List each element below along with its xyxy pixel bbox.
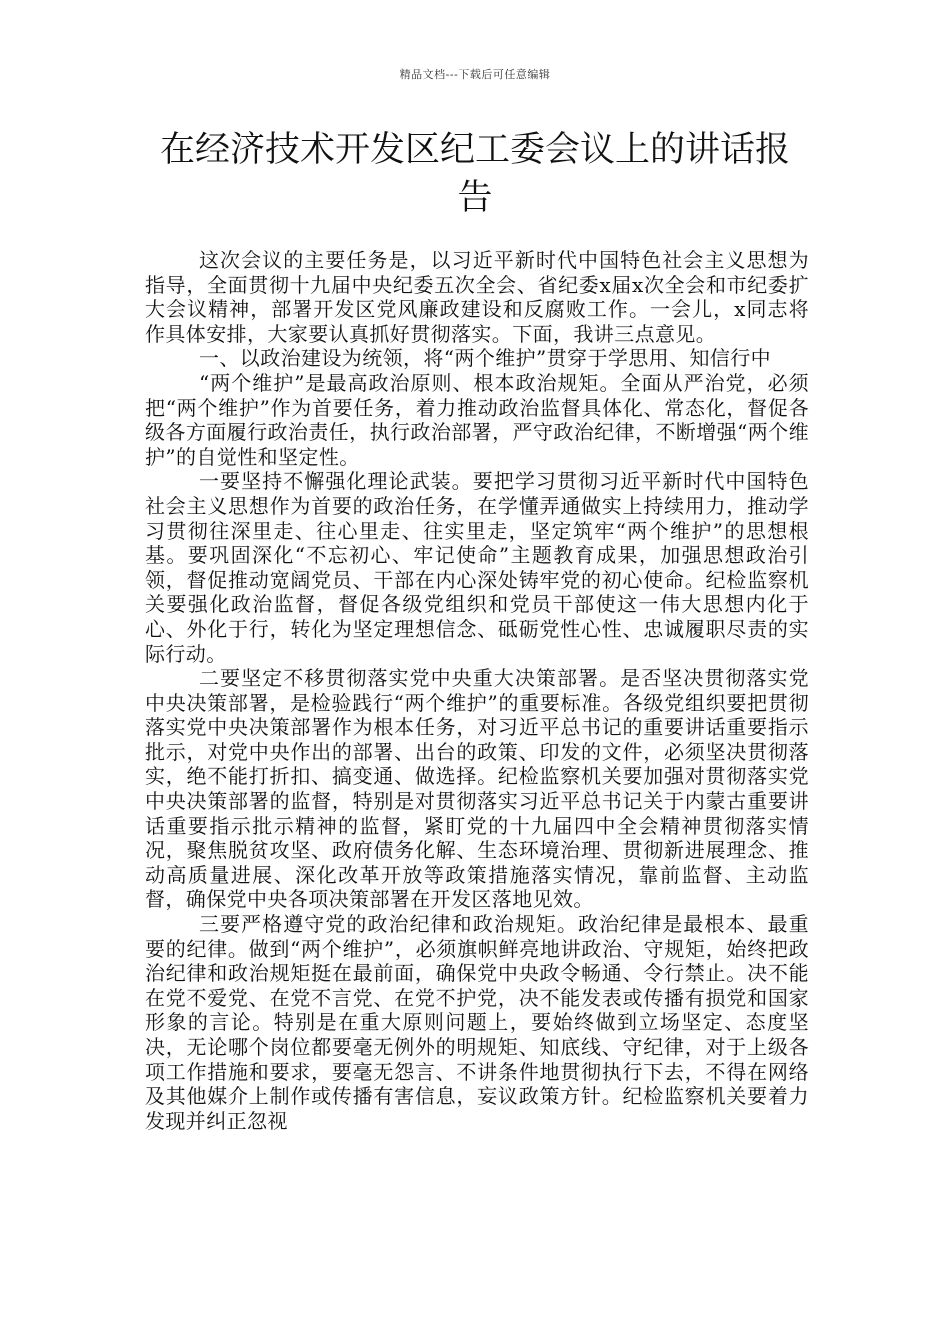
document-body (145, 248, 809, 1133)
document-title: 在经济技术开发区纪工委会议上的讲话报告 (159, 130, 790, 218)
section-heading-1: 一、以政治建设为统领，将“两个维护”贯穿于学思用、知信行中 (199, 346, 772, 371)
paragraph-point-one: 一要坚持不懈强化理论武装。要把学习贯彻习近平新时代中国特色社会主义思想作为首要的政治任务，在学懂弄通做实上持续用力，推动学习贯彻往深里走、往心里走、往实里走，坚定筑牢“两个维护”的思想根基。要巩固深化“不忘初心、牢记使命”主题教育成果，加强思想政治引领，督促推动宽阔党员、干部在内心深处铸牢党的初心使命。纪检监察机关要强化政治监督，督促各级党组织和党员干部使这一伟大思想内化于心、外化于行，转化为坚定理想信念、砥砺党性心性、忠诚履职尽责的实际行动。 (145, 469, 809, 666)
page-header-note: 精品文档---下载后可任意编辑 (399, 68, 551, 81)
paragraph-intro: 这次会议的主要任务是，以习近平新时代中国特色社会主义思想为指导，全面贯彻十九届中央纪委五次全会、省纪委x届x次全会和市纪委扩大会议精神，部署开发区党风廉政建设和反腐败工作。一会儿，x同志将作具体安排，大家要认真抓好贯彻落实。下面，我讲三点意见。 (145, 248, 809, 346)
paragraph-point-three: 三要严格遵守党的政治纪律和政治规矩。政治纪律是最根本、最重要的纪律。做到“两个维护”，必须旗帜鲜亮地讲政治、守规矩，始终把政治纪律和政治规矩挺在最前面，确保党中央政令畅通、令行禁止。决不能在党不爱党、在党不言党、在党不护党，决不能发表或传播有损党和国家形象的言论。特别是在重大原则问题上，要始终做到立场坚定、态度坚决，无论哪个岗位都要毫无例外的明规矩、知底线、守纪律，对于上级各项工作措施和要求，要毫无怨言、不讲条件地贯彻执行下去，不得在网络及其他媒介上制作或传播有害信息，妄议政策方针。纪检监察机关要着力发现并纠正忽视 (145, 912, 809, 1133)
paragraph-two-maintenances: “两个维护”是最高政治原则、根本政治规矩。全面从严治党，必须把“两个维护”作为首要任务，着力推动政治监督具体化、常态化，督促各级各方面履行政治责任，执行政治部署，严守政治纪律，不断增强“两个维护”的自觉性和坚定性。 (145, 370, 809, 469)
paragraph-point-two: 二要坚定不移贯彻落实党中央重大决策部署。是否坚决贯彻落实党中央决策部署，是检验践行“两个维护”的重要标准。各级党组织要把贯彻落实党中央决策部署作为根本任务，对习近平总书记的重要讲话重要指示批示，对党中央作出的部署、出台的政策、印发的文件，必须坚决贯彻落实，绝不能打折扣、搞变通、做选择。纪检监察机关要加强对贯彻落实党中央决策部署的监督，特别是对贯彻落实习近平总书记关于内蒙古重要讲话重要指示批示精神的监督，紧盯党的十九届四中全会精神贯彻落实情况，聚焦脱贫攻坚、政府债务化解、生态环境治理、贯彻新进展理念、推动高质量进展、深化改革开放等政策措施落实情况，靠前监督、主动监督，确保党中央各项决策部署在开发区落地见效。 (145, 666, 809, 912)
